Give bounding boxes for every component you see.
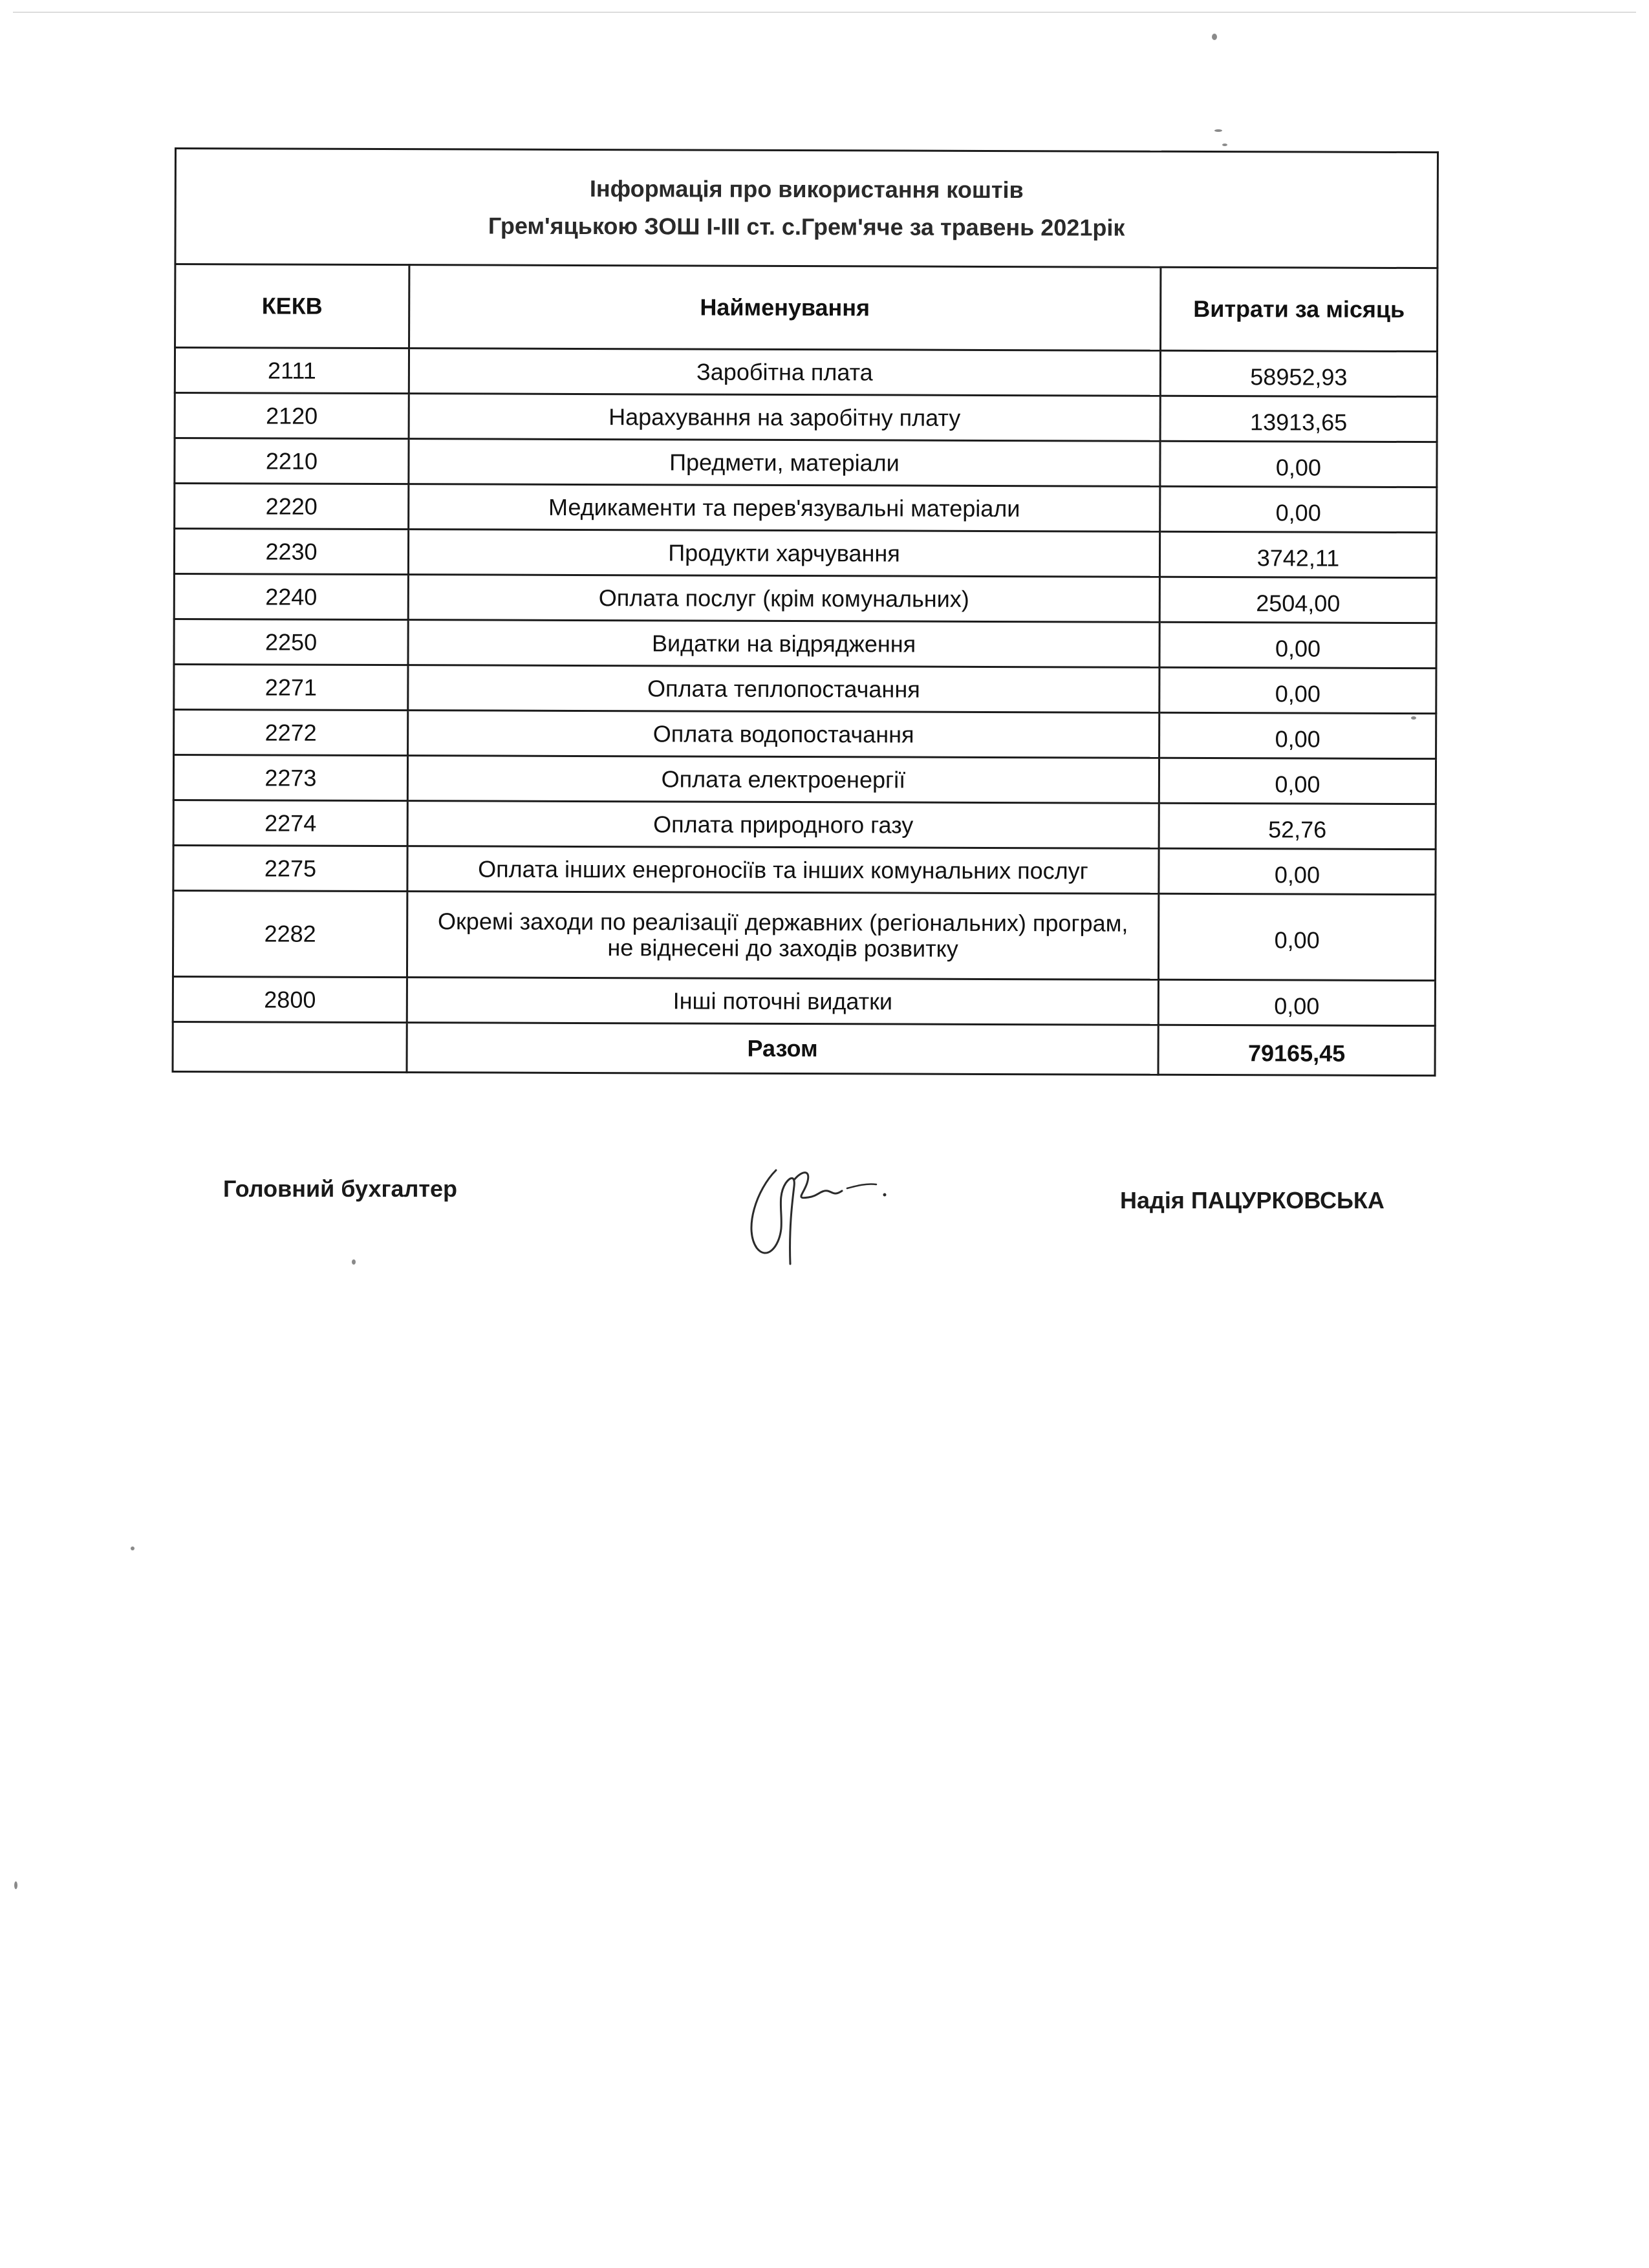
scan-speck — [1212, 34, 1217, 40]
row-amount: 0,00 — [1160, 441, 1437, 487]
row-name: Предмети, матеріали — [409, 439, 1160, 487]
table-row — [175, 438, 1437, 487]
row-name: Медикаменти та перев'язувальні матеріали — [409, 484, 1160, 532]
row-amount: 3742,11 — [1159, 531, 1436, 577]
column-header-amount: Витрати за місяць — [1161, 267, 1438, 351]
row-name: Заробітна плата — [409, 348, 1160, 396]
row-code: 2230 — [174, 529, 408, 575]
table-row — [175, 484, 1437, 533]
row-code: 2250 — [174, 619, 408, 665]
document-title-line-2: Грем'яцькою ЗОШ І-ІІІ ст. с.Грем'яче за травень 2021рік — [488, 212, 1125, 241]
signer-name: Надія ПАЦУРКОВСЬКА — [1120, 1187, 1385, 1214]
row-amount: 0,00 — [1158, 893, 1435, 980]
row-amount: 52,76 — [1159, 803, 1436, 849]
row-code: 2275 — [173, 845, 407, 891]
table-row — [173, 755, 1436, 804]
scan-edge-line — [13, 12, 1636, 13]
expenditure-table — [172, 147, 1439, 1076]
row-amount: 0,00 — [1159, 758, 1436, 804]
signer-position: Головний бухгалтер — [223, 1175, 458, 1202]
table-row — [175, 348, 1437, 397]
row-code: 2120 — [175, 393, 409, 439]
row-name — [407, 892, 1158, 980]
total-row — [173, 1022, 1435, 1075]
row-amount: 0,00 — [1159, 622, 1436, 668]
scan-speck — [1214, 129, 1222, 132]
row-name: Оплата інших енергоносіїв та інших комунальних послуг — [407, 846, 1159, 894]
document-title — [175, 149, 1438, 268]
row-code: 2282 — [173, 890, 407, 977]
row-amount: 0,00 — [1158, 979, 1435, 1025]
row-name: Інші поточні видатки — [407, 978, 1158, 1025]
row-code: 2210 — [175, 438, 409, 484]
table-row — [173, 800, 1436, 849]
report-table-container — [172, 147, 1437, 1076]
row-name: Оплата водопостачання — [408, 711, 1159, 758]
table-row — [174, 529, 1436, 578]
scan-speck — [352, 1259, 356, 1265]
scan-speck — [131, 1546, 135, 1550]
column-header-name: Найменування — [409, 265, 1161, 351]
row-name: Видатки на відрядження — [408, 620, 1159, 668]
row-amount: 2504,00 — [1159, 577, 1436, 623]
table-row — [173, 890, 1435, 980]
row-name: Оплата природного газу — [407, 801, 1159, 849]
row-name: Оплата послуг (крім комунальних) — [408, 575, 1159, 623]
row-amount: 0,00 — [1159, 848, 1436, 894]
row-code: 2273 — [173, 755, 407, 801]
table-row — [174, 574, 1436, 623]
table-row — [174, 710, 1436, 759]
total-empty-cell — [173, 1022, 407, 1072]
row-code: 2800 — [173, 976, 407, 1022]
handwritten-signature — [731, 1151, 892, 1274]
row-code: 2271 — [174, 665, 408, 711]
row-name: Нарахування на заробітну плату — [409, 394, 1160, 442]
scan-speck — [14, 1881, 17, 1889]
scan-speck — [1222, 144, 1227, 146]
row-amount: 0,00 — [1159, 667, 1436, 713]
column-header-code: КЕКВ — [175, 264, 409, 348]
table-row — [174, 665, 1436, 714]
total-amount: 79165,45 — [1158, 1025, 1435, 1075]
row-code: 2111 — [175, 348, 409, 394]
document-title-line-1: Інформація про використання коштів — [589, 175, 1024, 204]
row-code: 2272 — [174, 710, 408, 756]
row-name: Оплата електроенергії — [407, 756, 1159, 804]
row-name: Оплата теплопостачання — [408, 665, 1159, 713]
row-name-line-1: Окремі заходи по реалізації державних (регіональних) програм, — [438, 908, 1128, 937]
row-amount: 0,00 — [1159, 712, 1436, 758]
table-row — [173, 976, 1435, 1025]
row-code: 2274 — [173, 800, 407, 846]
row-amount: 0,00 — [1160, 486, 1437, 532]
table-row — [175, 393, 1437, 442]
table-row — [174, 619, 1436, 669]
row-amount: 13913,65 — [1160, 396, 1437, 442]
row-code: 2220 — [175, 484, 409, 530]
row-name: Продукти харчування — [408, 530, 1159, 577]
table-row — [173, 845, 1436, 894]
row-name-line-2: не віднесені до заходів розвитку — [607, 934, 958, 962]
table-header-row — [175, 264, 1438, 352]
row-code: 2240 — [174, 574, 408, 620]
row-amount: 58952,93 — [1160, 350, 1437, 396]
total-label: Разом — [407, 1023, 1158, 1075]
